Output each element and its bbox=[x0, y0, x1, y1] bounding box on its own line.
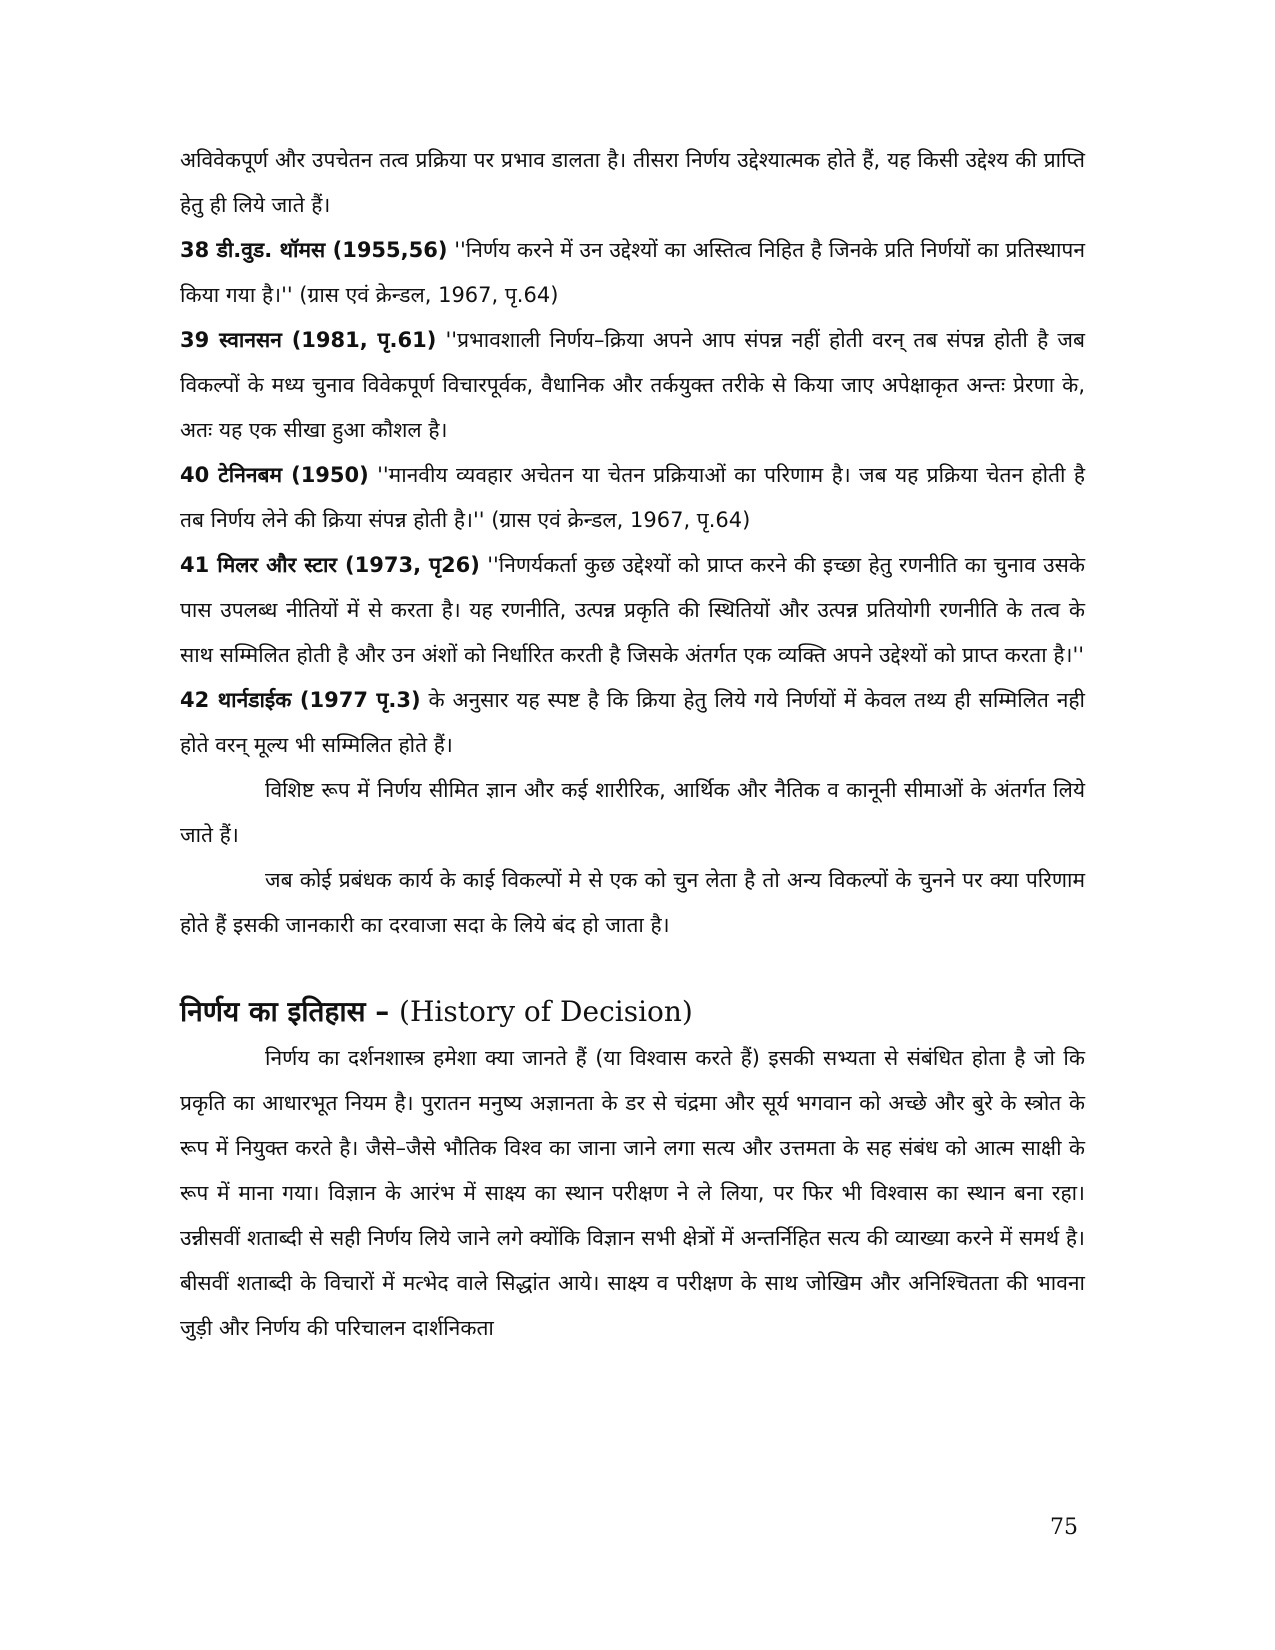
reference-lead: 40 टेनिनबम (1950) bbox=[180, 463, 369, 487]
paragraph-text: अविवेकपूर्ण और उपचेतन तत्व प्रक्रिया पर प्रभाव डालता है। तीसरा निर्णय उद्देश्यात्मक होते हैं, यह किसी उद्देश्य की प्राप्ति हेतु ही लिये जाते हैं। bbox=[180, 148, 1085, 217]
paragraph-thomas bbox=[180, 228, 1085, 318]
paragraph-limits: विशिष्ट रूप में निर्णय सीमित ज्ञान और कई शारीरिक, आर्थिक और नैतिक व कानूनी सीमाओं के अंतर्गत लिये जाते हैं। bbox=[180, 778, 1085, 847]
paragraph-text: ''निर्णय करने में उन उद्देश्यों का अस्तित्व निहित है जिनके प्रति निर्णयों का प्रतिस्थापन किया गया है।'' (ग्रास एवं क्रेन्डल, 1967, पृ.64) bbox=[180, 238, 1086, 307]
paragraph-intro bbox=[180, 138, 1085, 228]
reference-lead: 39 स्वानसन (1981, पृ.61) bbox=[180, 328, 437, 352]
section-heading-english: (History of Decision) bbox=[399, 995, 693, 1028]
section-heading-dash: – bbox=[365, 995, 400, 1028]
paragraph-swanson bbox=[180, 318, 1085, 453]
paragraph-tenenbaum bbox=[180, 453, 1085, 543]
paragraph-text: के अनुसार यह स्पष्ट है कि क्रिया हेतु लिये गये निर्णयों में केवल तथ्य ही सम्मिलित नही होते वरन् मूल्य भी सम्मिलित होते हैं। bbox=[180, 688, 1085, 757]
section-heading-hindi: निर्णय का इतिहास bbox=[180, 995, 366, 1028]
paragraph-miller-starr bbox=[180, 543, 1085, 678]
paragraph-text: ''प्रभावशाली निर्णय–क्रिया अपने आप संपन्न नहीं होती वरन् तब संपन्न होती है जब विकल्पों के मध्य चुनाव विवेकपूर्ण विचारपूर्वक, वैधानिक और तर्कयुक्त तरीके से किया जाए अपेक्षाकृत अन्तः प्रेरणा के, अतः यह एक सीखा हुआ कौशल है। bbox=[180, 328, 1085, 442]
paragraph-thorndike bbox=[180, 678, 1085, 768]
paragraph-text: ''मानवीय व्यवहार अचेतन या चेतन प्रक्रियाओं का परिणाम है। जब यह प्रक्रिया चेतन होती है तब निर्णय लेने की क्रिया संपन्न होती है।'' (ग्रास एवं क्रेन्डल, 1967, पृ.64) bbox=[180, 463, 1086, 532]
section-heading bbox=[180, 988, 1085, 1036]
paragraph-history: निर्णय का दर्शनशास्त्र हमेशा क्या जानते हैं (या विश्वास करते हैं) इसकी सभ्यता से संबंधित होता है जो कि प्रकृति का आधारभूत नियम है। पुरातन मनुष्य अज्ञानता के डर से चंद्रमा और सूर्य भगवान को अच्छे और बुरे के स्त्रोत के रूप में नियुक्त करते है। जैसे–जैसे भौतिक विश्व का जाना जाने लगा सत्य और उत्तमता के सह संबंध को आत्म साक्षी के रूप में माना गया। विज्ञान के आरंभ में साक्ष्य का स्थान परीक्षण ने ले लिया, पर फिर भी विश्वास का स्थान बना रहा। उन्नीसवीं शताब्दी से सही निर्णय लिये जाने लगे क्योंकि विज्ञान सभी क्षेत्रों में अन्तर्निहित सत्य की व्याख्या करने में समर्थ है। बीसवीं शताब्दी के विचारों में मत्भेद वाले सिद्धांत आये। साक्ष्य व परीक्षण के साथ जोखिम और अनिश्चितता की भावना जुड़ी और निर्णय की परिचालन दार्शनिकता bbox=[180, 1046, 1085, 1340]
paragraph-text: ''निणर्यकर्ता कुछ उद्देश्यों को प्राप्त करने की इच्छा हेतु रणनीति का चुनाव उसके पास उपलब्ध नीतियों में से करता है। यह रणनीति, उत्पन्न प्रकृति की स्थितियों और उत्पन्न प्रतियोगी रणनीति के तत्व के साथ सम्मिलित होती है और उन अंशों को निर्धारित करती है जिसके अंतर्गत एक व्यक्ति अपने उद्देश्यों को प्राप्त करता है।'' bbox=[180, 553, 1085, 667]
reference-lead: 42 थार्नडाईक (1977 पृ.3) bbox=[180, 688, 421, 712]
paragraph-manager-choice: जब कोई प्रबंधक कार्य के काई विकल्पों मे से एक को चुन लेता है तो अन्य विकल्पों के चुनने पर क्या परिणाम होते हैं इसकी जानकारी का दरवाजा सदा के लिये बंद हो जाता है। bbox=[180, 868, 1085, 937]
reference-lead: 38 डी.वुड. थॉमस (1955,56) bbox=[180, 238, 448, 262]
document-page bbox=[180, 138, 1085, 1351]
page-number: 75 bbox=[1050, 1515, 1078, 1540]
reference-lead: 41 मिलर और स्टार (1973, पृ26) bbox=[180, 553, 480, 577]
